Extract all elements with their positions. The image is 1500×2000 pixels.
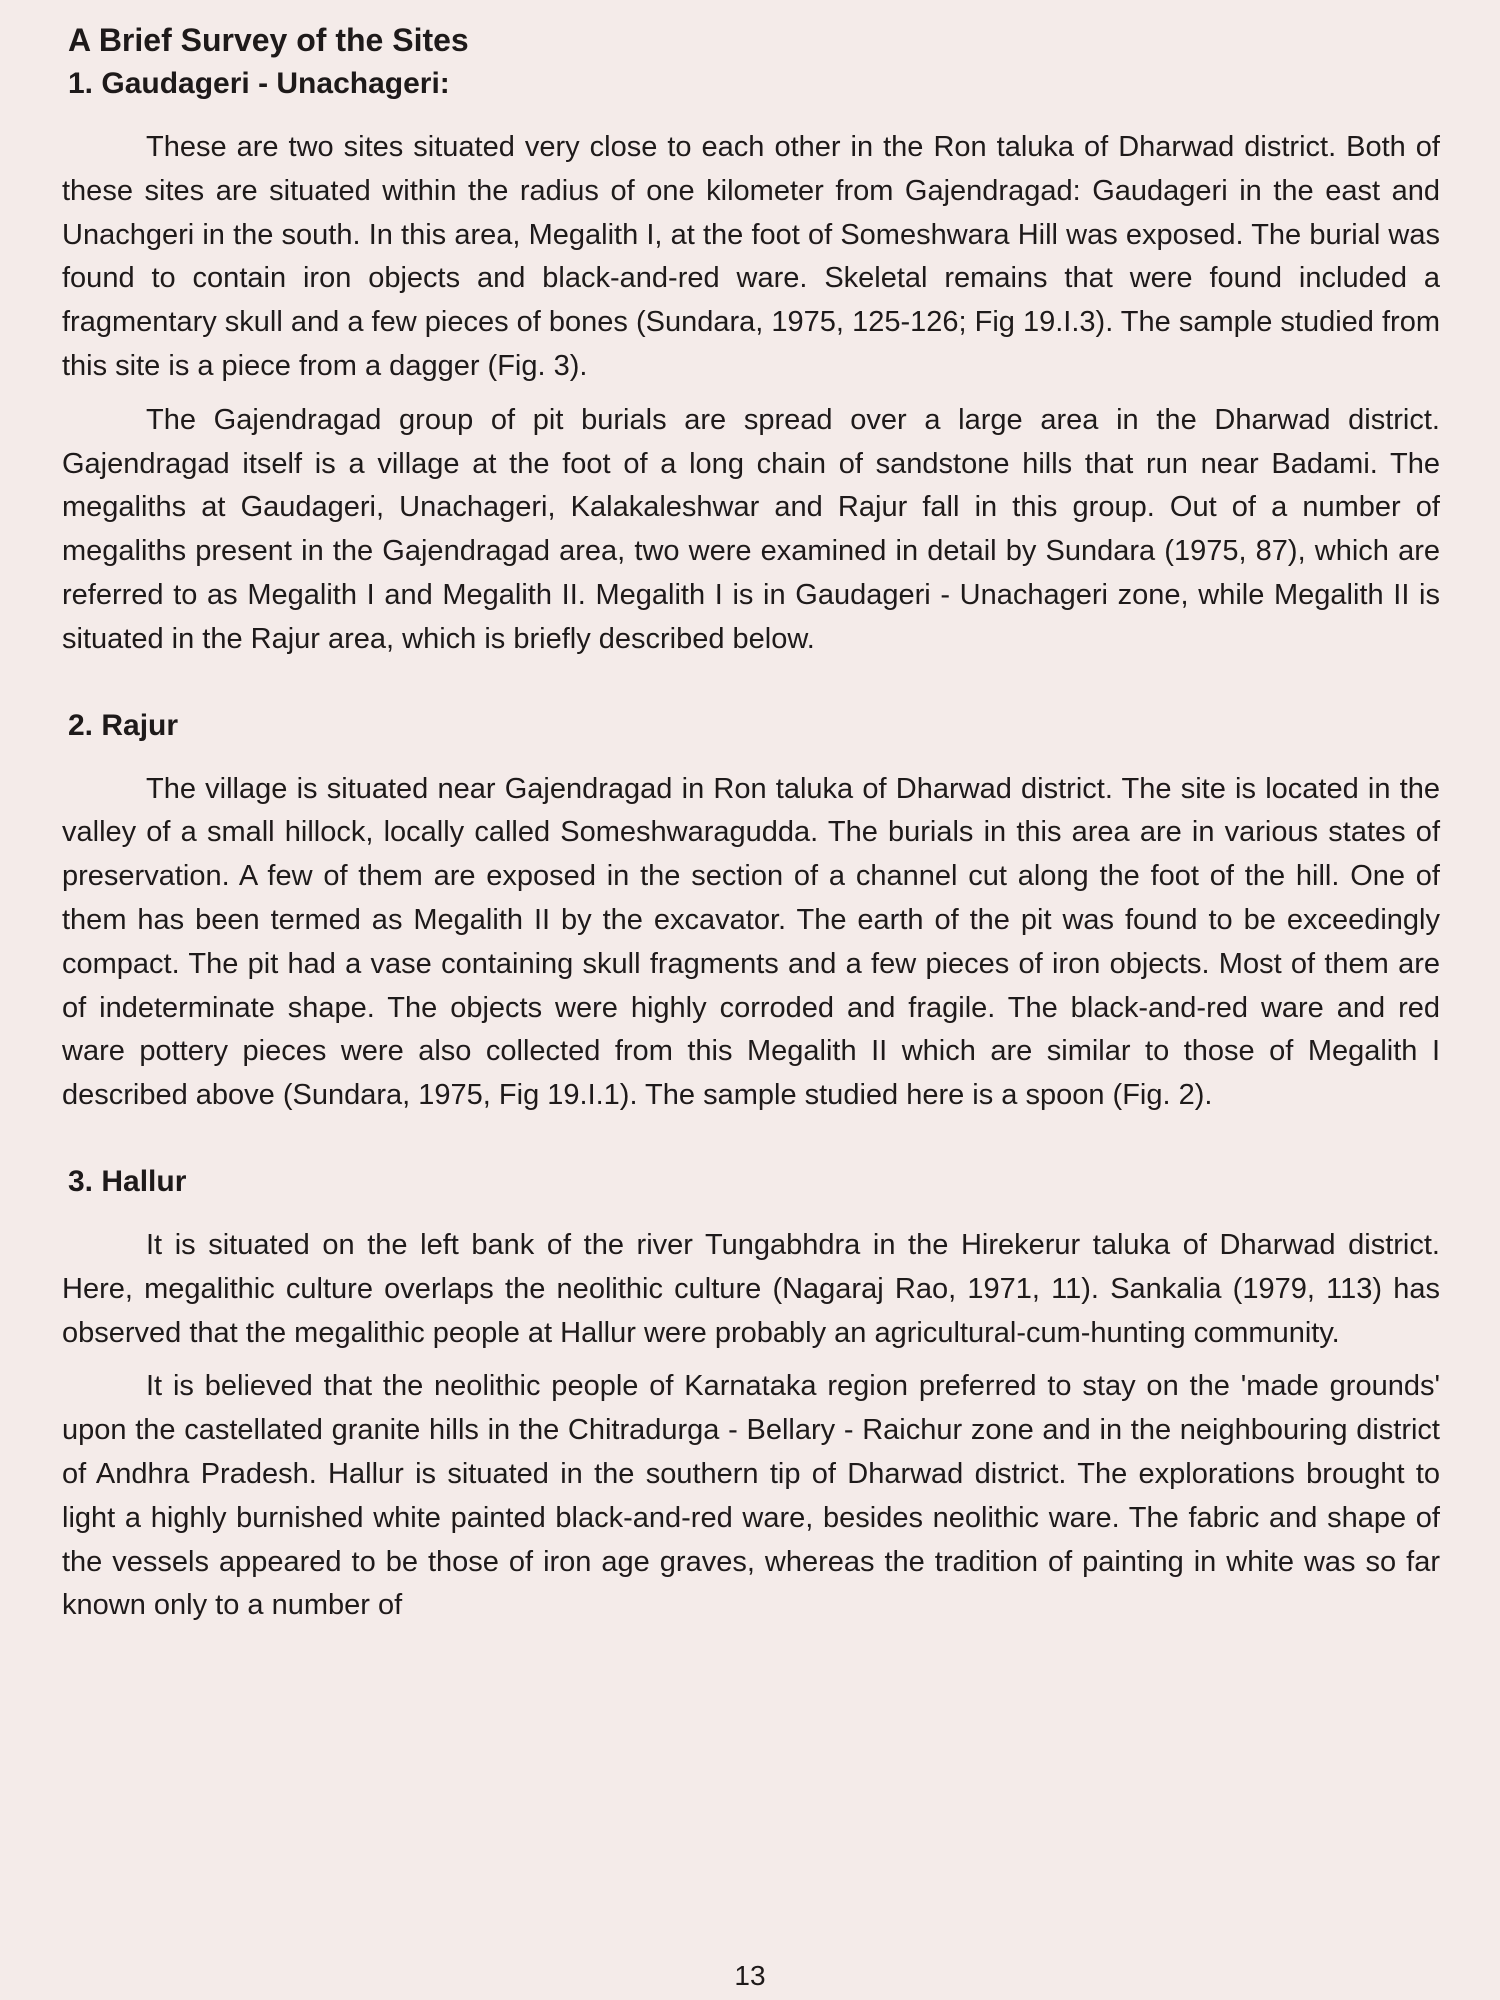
section-heading-hallur: 3. Hallur — [68, 1164, 187, 1198]
spacer — [62, 748, 1440, 768]
paragraph-gaudageri-1: These are two sites situated very close to each other in the Ron taluka of Dharwad district. Both of these sites are situated within the radius of one kilometer from Gajendragad: Gaudageri in the east and Unachgeri in the south. In this area, Megalith I, at the foot of Someshwara Hill was exposed. The burial was found to contain iron objects and black-and-red ware. Skeletal remains that were found included a fragmentary skull and a few pieces of bones (Sundara, 1975, 125-126; Fig 19.I.3). The sample studied from this site is a piece from a dagger (Fig. 3). — [62, 131, 1440, 382]
spacer — [62, 1118, 1440, 1160]
section-heading-rajur: 2. Rajur — [68, 708, 179, 742]
document-title: A Brief Survey of the Sites — [68, 22, 469, 58]
page-number: 13 — [734, 1960, 766, 1991]
spacer — [62, 1355, 1440, 1365]
spacer — [62, 662, 1440, 704]
section-heading-gaudageri: 1. Gaudageri - Unachageri: — [68, 67, 450, 100]
paragraph-gaudageri-2: The Gajendragad group of pit burials are spread over a large area in the Dharwad district. Gajendragad itself is a village at the foot of a long chain of sandstone hills that run near Badami. The megaliths at Gaudageri, Unachageri, Kalakaleshwar and Rajur fall in this group. Out of a number of megaliths present in the Gajendragad area, two were examined in detail by Sundara (1975, 87), which are referred to as Megalith I and Megalith II. Megalith I is in Gaudageri - Unachageri zone, while Megalith II is situated in the Rajur area, which is briefly described below. — [62, 403, 1440, 655]
spacer — [62, 389, 1440, 399]
paragraph-hallur-2: It is believed that the neolithic people of Karnataka region preferred to stay on the 'made grounds' upon the castellated granite hills in the Chitradurga - Bellary - Raichur zone and in the neighbouring district of Andhra Pradesh. Hallur is situated in the southern tip of Dharwad district. The explorations brought to light a highly burnished white painted black-and-red ware, besides neolithic ware. The fabric and shape of the vessels appeared to be those of iron age graves, whereas the tradition of painting in white was so far known only to a number of — [62, 1370, 1440, 1622]
spacer — [62, 1204, 1440, 1224]
document-page — [62, 18, 1440, 1628]
paragraph-hallur-1: It is situated on the left bank of the river Tungabhdra in the Hirekerur taluka of Dharwad district. Here, megalithic culture overlaps the neolithic culture (Nagaraj Rao, 1971, 11). Sankalia (1979, 113) has observed that the megalithic people at Hallur were probably an agricultural-cum-hunting community. — [62, 1228, 1440, 1349]
paragraph-rajur-1: The village is situated near Gajendragad in Ron taluka of Dharwad district. The site is located in the valley of a small hillock, locally called Someshwaragudda. The burials in this area are in various states of preservation. A few of them are exposed in the section of a channel cut along the foot of the hill. One of them has been termed as Megalith II by the excavator. The earth of the pit was found to be exceedingly compact. The pit had a vase containing skull fragments and a few pieces of iron objects. Most of them are of indeterminate shape. The objects were highly corroded and fragile. The black-and-red ware and red ware pottery pieces were also collected from this Megalith II which are similar to those of Megalith I described above (Sundara, 1975, Fig 19.I.1). The sample studied here is a spoon (Fig. 2). — [62, 772, 1440, 1112]
spacer — [62, 106, 1440, 126]
